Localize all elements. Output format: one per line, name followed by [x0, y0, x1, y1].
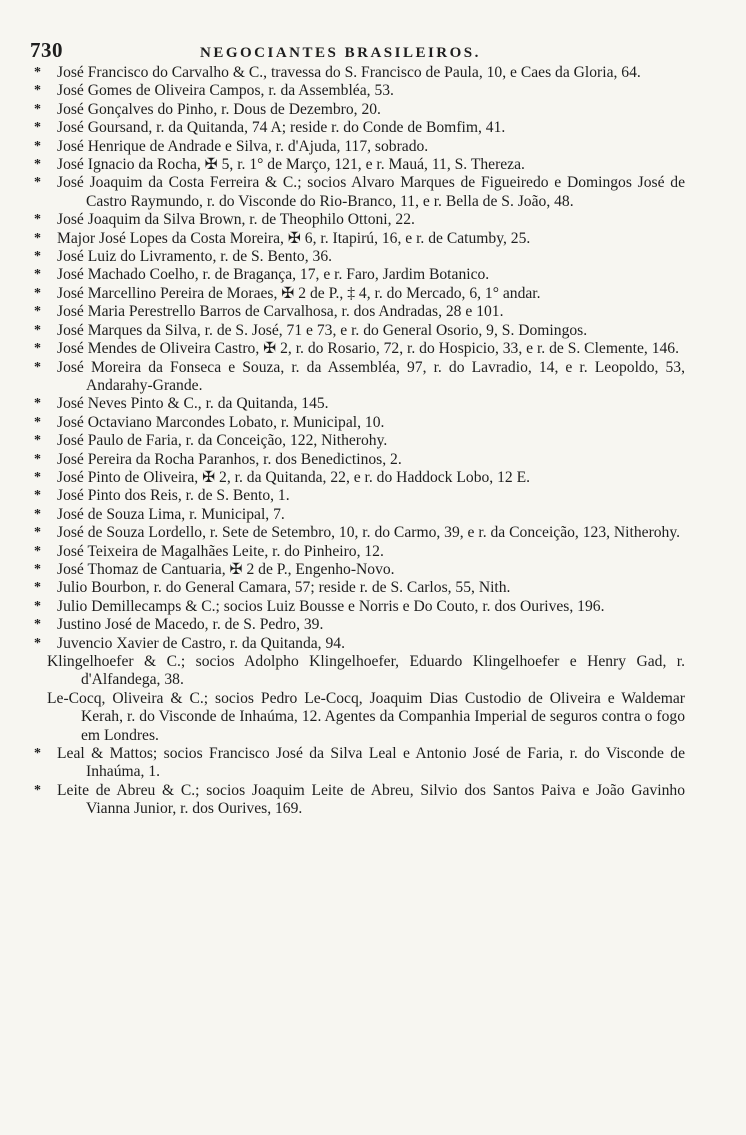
asterisk-mark: * — [34, 175, 41, 191]
entry-text: Klingelhoefer & C.; socios Adolpho Klingelhoefer, Eduardo Klingelhoefer e Henry Gad, r. d'Alfandega, 38. — [47, 653, 685, 689]
asterisk-mark: * — [34, 120, 41, 136]
asterisk-mark: * — [34, 304, 41, 320]
page-header — [30, 38, 686, 62]
asterisk-mark: * — [34, 65, 41, 80]
list-item — [30, 248, 685, 266]
list-item — [30, 451, 685, 469]
asterisk-mark: * — [34, 635, 41, 651]
list-item — [30, 303, 685, 321]
entry-text: José Paulo de Faria, r. da Conceição, 122, Nitherohy. — [57, 432, 388, 450]
entry-text: José Teixeira de Magalhães Leite, r. do Pinheiro, 12. — [57, 542, 384, 560]
list-item — [30, 395, 685, 413]
list-item — [30, 524, 685, 542]
asterisk-mark: * — [34, 746, 41, 762]
entry-text: José Neves Pinto & C., r. da Quitanda, 145. — [57, 395, 329, 413]
asterisk-mark: * — [34, 249, 41, 265]
asterisk-mark: * — [34, 359, 41, 375]
entry-text: Leal & Mattos; socios Francisco José da Silva Leal e Antonio José de Faria, r. do Visconde de Inhaúma, 1. — [57, 745, 685, 781]
entry-text: José de Souza Lordello, r. Sete de Setembro, 10, r. do Carmo, 39, e r. da Conceição, 123, Nitherohy. — [57, 524, 681, 542]
entry-text: José Henrique de Andrade e Silva, r. d'Ajuda, 117, sobrado. — [57, 137, 429, 155]
list-item — [30, 782, 685, 819]
asterisk-mark: * — [34, 506, 41, 522]
asterisk-mark: * — [34, 396, 41, 412]
asterisk-mark: * — [34, 414, 41, 430]
entry-text: José Gonçalves do Pinho, r. Dous de Dezembro, 20. — [57, 100, 381, 118]
running-head: NEGOCIANTES BRASILEIROS. — [200, 45, 481, 61]
entry-text: José Maria Perestrello Barros de Carvalhosa, r. dos Andradas, 28 e 101. — [57, 303, 504, 321]
list-item — [30, 506, 685, 524]
entry-text: José Pinto de Oliveira, ✠ 2, r. da Quitanda, 22, e r. do Haddock Lobo, 12 E. — [57, 468, 530, 486]
entry-text: José Marcellino Pereira de Moraes, ✠ 2 de P., ‡ 4, r. do Mercado, 6, 1° andar. — [57, 284, 541, 302]
list-item — [30, 230, 685, 248]
asterisk-mark: * — [34, 341, 41, 357]
asterisk-mark: * — [34, 561, 41, 577]
list-item — [30, 174, 685, 211]
list-item — [30, 101, 685, 119]
list-item — [30, 487, 685, 505]
list-item — [30, 745, 685, 782]
entry-text: Major José Lopes da Costa Moreira, ✠ 6, r. Itapirú, 16, e r. de Catumby, 25. — [57, 229, 531, 247]
entry-text: José Luiz do Livramento, r. de S. Bento, 36. — [57, 248, 333, 266]
asterisk-mark: * — [34, 285, 41, 301]
entry-text: José Octaviano Marcondes Lobato, r. Municipal, 10. — [57, 413, 385, 431]
asterisk-mark: * — [34, 782, 41, 798]
merchant-entries-list — [30, 64, 685, 819]
asterisk-mark: * — [34, 212, 41, 228]
asterisk-mark: * — [34, 83, 41, 99]
entry-text: José Francisco do Carvalho & C., travessa do S. Francisco de Paula, 10, e Caes da Gloria, 64. — [57, 64, 641, 81]
list-item — [30, 285, 685, 303]
entry-text: Juvencio Xavier de Castro, r. da Quitanda, 94. — [57, 634, 345, 652]
asterisk-mark: * — [34, 525, 41, 541]
entry-text: Julio Demillecamps & C.; socios Luiz Bousse e Norris e Do Couto, r. dos Ourives, 196. — [57, 597, 605, 615]
entry-text: Le-Cocq, Oliveira & C.; socios Pedro Le-Cocq, Joaquim Dias Custodio de Oliveira e Waldemar Kerah, r. do Visconde de Inhaúma, 12. Agentes da Companhia Imperial de seguros contra o fogo em Londres. — [47, 689, 685, 744]
asterisk-mark: * — [34, 488, 41, 504]
list-item — [30, 340, 685, 358]
entry-text: José Joaquim da Costa Ferreira & C.; socios Alvaro Marques de Figueiredo e Domingos José de Castro Raymundo, r. do Visconde do Rio-Branco, 11, e r. Bella de S. João, 48. — [57, 174, 685, 210]
asterisk-mark: * — [34, 138, 41, 154]
entry-text: José Machado Coelho, r. de Bragança, 17, e r. Faro, Jardim Botanico. — [57, 266, 490, 284]
asterisk-mark: * — [34, 267, 41, 283]
asterisk-mark: * — [34, 617, 41, 633]
asterisk-mark: * — [34, 543, 41, 559]
list-item — [30, 138, 685, 156]
list-item — [30, 690, 685, 745]
page-number: 730 — [30, 38, 63, 62]
entry-text: José Pinto dos Reis, r. de S. Bento, 1. — [57, 487, 290, 505]
asterisk-mark: * — [34, 230, 41, 246]
entry-text: José Thomaz de Cantuaria, ✠ 2 de P., Engenho-Novo. — [57, 560, 395, 578]
entry-text: José Moreira da Fonseca e Souza, r. da Assembléa, 97, r. do Lavradio, 14, e r. Leopoldo, 53, Andarahy-Grande. — [57, 358, 685, 394]
list-item — [30, 469, 685, 487]
entry-text: José Marques da Silva, r. de S. José, 71 e 73, e r. do General Osorio, 9, S. Domingos. — [57, 321, 588, 339]
list-item — [30, 543, 685, 561]
entry-text: José Pereira da Rocha Paranhos, r. dos Benedictinos, 2. — [57, 450, 402, 468]
list-item — [30, 119, 685, 137]
list-item — [30, 414, 685, 432]
entry-text: José de Souza Lima, r. Municipal, 7. — [57, 505, 285, 523]
entry-text: José Goursand, r. da Quitanda, 74 A; reside r. do Conde de Bomfim, 41. — [57, 119, 506, 137]
asterisk-mark: * — [34, 322, 41, 338]
list-item — [30, 64, 685, 82]
entry-text: Justino José de Macedo, r. de S. Pedro, 39. — [57, 616, 324, 634]
list-item — [30, 266, 685, 284]
entry-text: Julio Bourbon, r. do General Camara, 57; reside r. de S. Carlos, 55, Nith. — [57, 579, 511, 597]
list-item — [30, 82, 685, 100]
asterisk-mark: * — [34, 451, 41, 467]
asterisk-mark: * — [34, 469, 41, 485]
asterisk-mark: * — [34, 580, 41, 596]
entry-text: José Ignacio da Rocha, ✠ 5, r. 1° de Março, 121, e r. Mauá, 11, S. Thereza. — [57, 156, 525, 174]
list-item — [30, 359, 685, 396]
list-item — [30, 156, 685, 174]
asterisk-mark: * — [34, 433, 41, 449]
entry-text: José Mendes de Oliveira Castro, ✠ 2, r. do Rosario, 72, r. do Hospicio, 33, e r. de S. Clemente, 146. — [57, 340, 680, 358]
list-item — [30, 322, 685, 340]
list-item — [30, 432, 685, 450]
list-item — [30, 635, 685, 653]
entry-text: José Gomes de Oliveira Campos, r. da Assembléa, 53. — [57, 82, 394, 100]
list-item — [30, 653, 685, 690]
asterisk-mark: * — [34, 598, 41, 614]
list-item — [30, 561, 685, 579]
list-item — [30, 598, 685, 616]
list-item — [30, 211, 685, 229]
list-item — [30, 579, 685, 597]
entry-text: Leite de Abreu & C.; socios Joaquim Leite de Abreu, Silvio dos Santos Paiva e João Gavinho Vianna Junior, r. dos Ourives, 169. — [57, 781, 685, 818]
entry-text: José Joaquim da Silva Brown, r. de Theophilo Ottoni, 22. — [57, 211, 415, 229]
asterisk-mark: * — [34, 101, 41, 117]
asterisk-mark: * — [34, 157, 41, 173]
list-item — [30, 616, 685, 634]
